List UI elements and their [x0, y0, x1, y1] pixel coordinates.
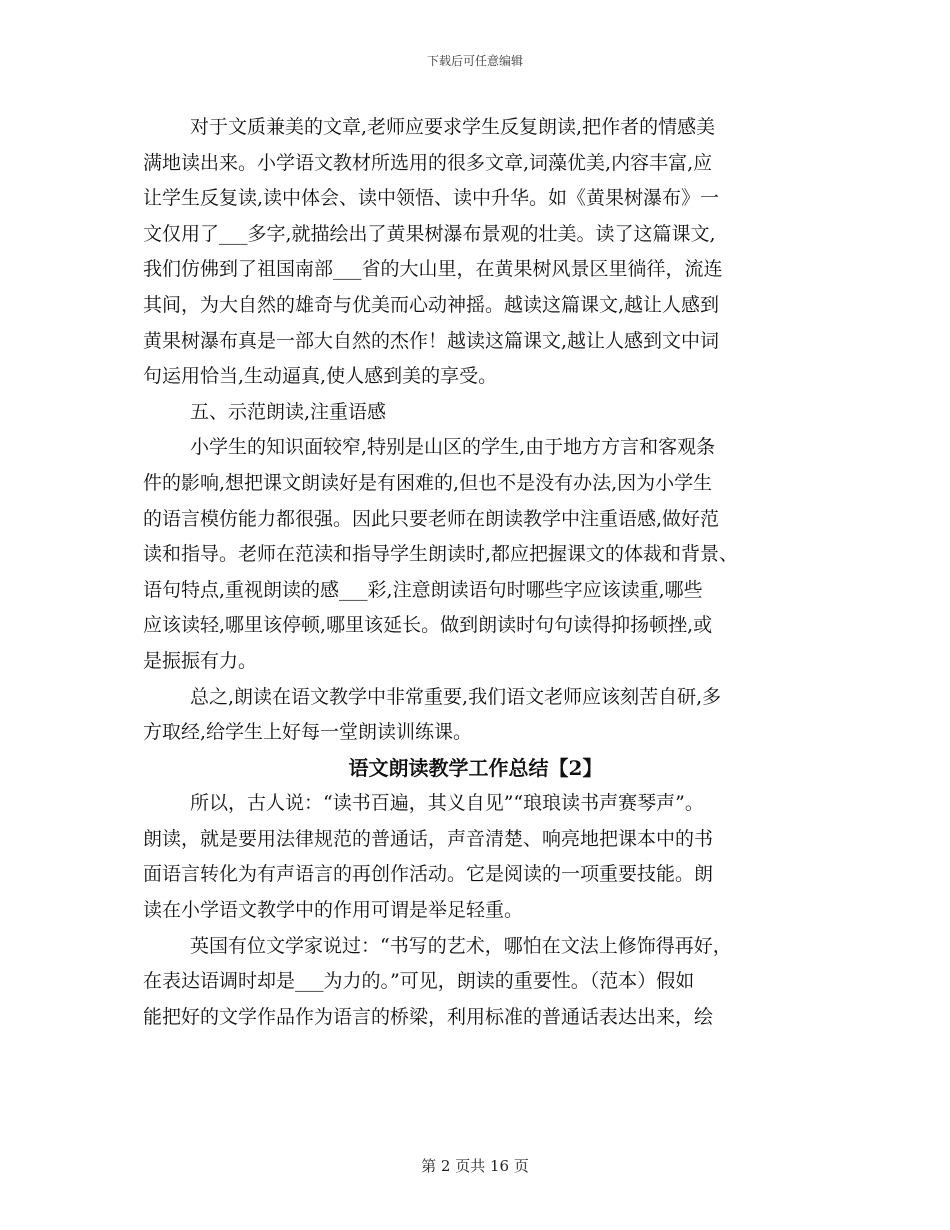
text-line: 在表达语调时却是___为力的。”可见，朗读的重要性。（范本）假如	[143, 970, 695, 993]
text-line: 句运用恰当,生动逼真,使人感到美的享受。	[143, 365, 498, 388]
text-line: 读和指导。老师在范渎和指导学生朗读时,都应把握课文的体裁和背景、	[143, 543, 739, 566]
text-line: 件的影响,想把课文朗读好是有困难的,但也不是没有办法,因为小学生	[143, 471, 713, 494]
page-footer: 第 2 页共 16 页	[421, 1157, 529, 1175]
text-line: 英国有位文学家说过：“书写的艺术，哪怕在文法上修饰得再好，	[190, 934, 732, 957]
text-line: 所以，古人说：“读书百遍，其义自见”“琅琅读书声赛琴声”。	[190, 792, 704, 815]
section-title: 语文朗读教学工作总结【2】	[348, 755, 603, 780]
text-line: 是振振有力。	[143, 649, 258, 672]
text-line: 其间，为大自然的雄奇与优美而心动神摇。越读这篇课文,越让人感到	[143, 293, 720, 316]
text-line: 黄果树瀑布真是一部大自然的杰作！越读这篇课文,越让人感到文中词	[143, 329, 720, 352]
text-line: 对于文质兼美的文章,老师应要求学生反复朗读,把作者的情感美	[190, 116, 716, 138]
text-line: 小学生的知识面较窄,特别是山区的学生,由于地方方言和客观条	[190, 436, 716, 459]
text-line: 文仅用了___多字,就描绘出了黄果树瀑布景观的壮美。读了这篇课文,	[143, 222, 716, 245]
text-line: 的语言模仿能力都很强。因此只要老师在朗读教学中注重语感,做好范	[143, 507, 720, 530]
text-line: 朗读，就是要用法律规范的普通话，声音清楚、响亮地把课本中的书	[143, 827, 714, 850]
text-line: 我们仿佛到了祖国南部___省的大山里，在黄果树风景区里徜徉，流连	[143, 258, 723, 281]
text-line: 总之,朗读在语文教学中非常重要,我们语文老师应该刻苦自研,多	[190, 685, 722, 708]
text-line: 让学生反复读,读中体会、读中领悟、读中升华。如《黄果树瀑布》一	[143, 187, 720, 210]
text-line: 面语言转化为有声语言的再创作活动。它是阅读的一项重要技能。朗	[143, 863, 714, 886]
text-line: 能把好的文学作品作为语言的桥梁，利用标准的普通话表达出来，绘	[143, 1005, 714, 1028]
text-line: 语句特点,重视朗读的感___彩,注意朗读语句时哪些字应该读重,哪些	[143, 578, 703, 601]
document-body	[143, 110, 808, 1035]
text-line: 应该读轻,哪里该停顿,哪里该延长。做到朗读时句句读得抑扬顿挫,或	[143, 614, 713, 637]
text-line: 五、示范朗读,注重语感	[190, 400, 387, 423]
text-line: 读在小学语文教学中的作用可谓是举足轻重。	[143, 899, 524, 922]
page-header: 下载后可任意编辑	[426, 54, 523, 68]
text-line: 方取经,给学生上好每一堂朗读训练课。	[143, 721, 473, 744]
text-line: 满地读出来。小学语文教材所选用的很多文章,词藻优美,内容丰富,应	[143, 151, 713, 174]
